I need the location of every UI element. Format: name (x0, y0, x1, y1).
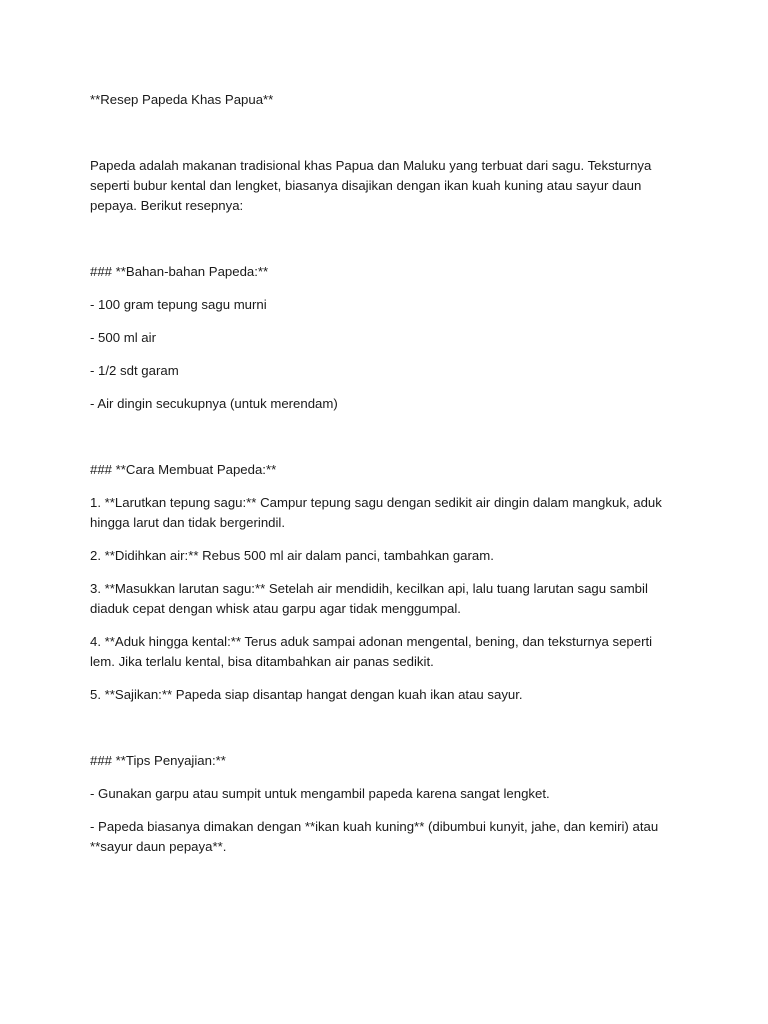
ingredient-item: - 100 gram tepung sagu murni (90, 297, 267, 312)
ingredient-item: - Air dingin secukupnya (untuk merendam) (90, 396, 338, 411)
tip-item: - Gunakan garpu atau sumpit untuk mengambil papeda karena sangat lengket. (90, 786, 550, 801)
tip-item: - Papeda biasanya dimakan dengan **ikan kuah kuning** (dibumbui kunyit, jahe, dan kemiri) atau **sayur daun pepaya**. (90, 819, 659, 854)
steps-heading: ### **Cara Membuat Papeda:** (90, 462, 277, 477)
step-item: 1. **Larutkan tepung sagu:** Campur tepung sagu dengan sedikit air dingin dalam mangkuk, aduk hingga larut dan tidak bergerindil. (90, 495, 662, 530)
tips-heading: ### **Tips Penyajian:** (90, 753, 226, 768)
intro-paragraph: Papeda adalah makanan tradisional khas Papua dan Maluku yang terbuat dari sagu. Teksturnya seperti bubur kental dan lengket, biasanya disajikan dengan ikan kuah kuning atau sayur daun pepaya. Berikut resepnya: (90, 158, 652, 213)
document-title: **Resep Papeda Khas Papua** (90, 92, 274, 107)
ingredient-item: - 1/2 sdt garam (90, 363, 179, 378)
step-item: 5. **Sajikan:** Papeda siap disantap hangat dengan kuah ikan atau sayur. (90, 687, 523, 702)
step-item: 4. **Aduk hingga kental:** Terus aduk sampai adonan mengental, bening, dan teksturnya seperti lem. Jika terlalu kental, bisa ditambahkan air panas sedikit. (90, 634, 653, 669)
ingredient-item: - 500 ml air (90, 330, 156, 345)
ingredients-heading: ### **Bahan-bahan Papeda:** (90, 264, 269, 279)
step-item: 3. **Masukkan larutan sagu:** Setelah air mendidih, kecilkan api, lalu tuang larutan sagu sambil diaduk cepat dengan whisk atau garpu agar tidak menggumpal. (90, 581, 648, 616)
document-body (90, 90, 680, 870)
step-item: 2. **Didihkan air:** Rebus 500 ml air dalam panci, tambahkan garam. (90, 548, 494, 563)
